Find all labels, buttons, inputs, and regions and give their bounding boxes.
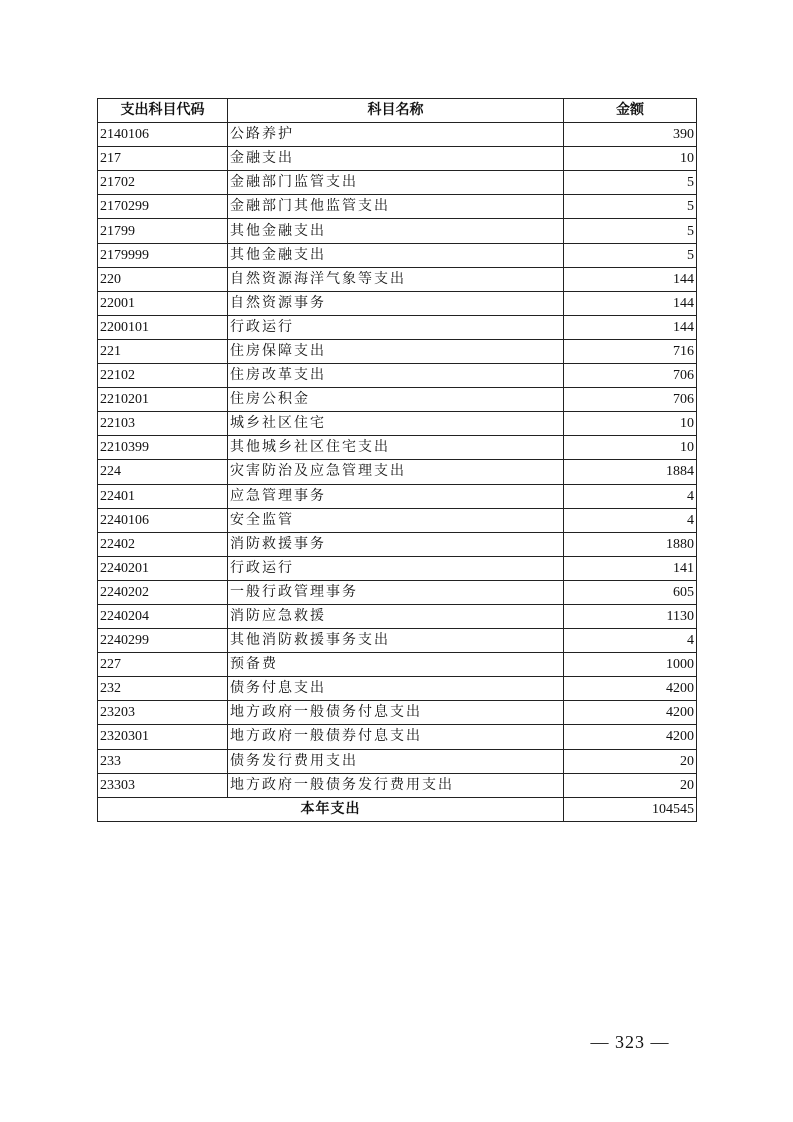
row-name: 灾害防治及应急管理支出	[228, 460, 564, 484]
row-name: 城乡社区住宅	[228, 412, 564, 436]
row-name: 金融部门其他监管支出	[228, 195, 564, 219]
expenditure-table	[97, 98, 697, 822]
table-row	[98, 580, 697, 604]
row-amount: 390	[564, 123, 697, 147]
row-code: 2210399	[98, 436, 228, 460]
table-row	[98, 773, 697, 797]
table-row	[98, 171, 697, 195]
row-name: 其他金融支出	[228, 243, 564, 267]
table-row	[98, 629, 697, 653]
row-amount: 4	[564, 484, 697, 508]
row-name: 住房改革支出	[228, 364, 564, 388]
row-amount: 5	[564, 243, 697, 267]
row-name: 自然资源事务	[228, 291, 564, 315]
table-row	[98, 532, 697, 556]
table-row	[98, 484, 697, 508]
table-row	[98, 219, 697, 243]
table-row	[98, 725, 697, 749]
row-amount: 605	[564, 580, 697, 604]
row-code: 220	[98, 267, 228, 291]
header-code: 支出科目代码	[98, 99, 228, 123]
row-name: 金融部门监管支出	[228, 171, 564, 195]
table-row	[98, 267, 697, 291]
row-amount: 144	[564, 315, 697, 339]
table-body	[98, 123, 697, 798]
row-code: 2200101	[98, 315, 228, 339]
row-amount: 20	[564, 749, 697, 773]
row-name: 其他城乡社区住宅支出	[228, 436, 564, 460]
row-amount: 4	[564, 508, 697, 532]
table-row	[98, 291, 697, 315]
table-row	[98, 243, 697, 267]
table-row	[98, 412, 697, 436]
row-code: 232	[98, 677, 228, 701]
row-amount: 144	[564, 267, 697, 291]
row-name: 债务付息支出	[228, 677, 564, 701]
total-label: 本年支出	[98, 797, 564, 821]
row-code: 2240201	[98, 556, 228, 580]
row-amount: 706	[564, 364, 697, 388]
row-amount: 1880	[564, 532, 697, 556]
table-row	[98, 123, 697, 147]
row-code: 22103	[98, 412, 228, 436]
table-row	[98, 460, 697, 484]
table-row	[98, 556, 697, 580]
page-number: — 323 —	[590, 1032, 670, 1052]
table-row	[98, 508, 697, 532]
row-code: 233	[98, 749, 228, 773]
row-name: 债务发行费用支出	[228, 749, 564, 773]
row-name: 消防应急救援	[228, 604, 564, 628]
row-name: 金融支出	[228, 147, 564, 171]
row-amount: 1000	[564, 653, 697, 677]
row-code: 23303	[98, 773, 228, 797]
table-row	[98, 195, 697, 219]
row-name: 其他消防救援事务支出	[228, 629, 564, 653]
row-code: 2170299	[98, 195, 228, 219]
row-name: 其他金融支出	[228, 219, 564, 243]
row-code: 2240106	[98, 508, 228, 532]
row-name: 住房保障支出	[228, 339, 564, 363]
header-amount: 金额	[564, 99, 697, 123]
table-row	[98, 749, 697, 773]
row-amount: 706	[564, 388, 697, 412]
row-code: 224	[98, 460, 228, 484]
row-code: 2240202	[98, 580, 228, 604]
row-name: 预备费	[228, 653, 564, 677]
row-code: 2179999	[98, 243, 228, 267]
table-row	[98, 677, 697, 701]
row-code: 22402	[98, 532, 228, 556]
row-code: 21799	[98, 219, 228, 243]
row-amount: 4200	[564, 725, 697, 749]
row-name: 一般行政管理事务	[228, 580, 564, 604]
header-name: 科目名称	[228, 99, 564, 123]
row-code: 2240299	[98, 629, 228, 653]
row-amount: 20	[564, 773, 697, 797]
row-code: 22102	[98, 364, 228, 388]
table-row	[98, 436, 697, 460]
row-code: 221	[98, 339, 228, 363]
table-row	[98, 604, 697, 628]
row-amount: 10	[564, 147, 697, 171]
row-amount: 10	[564, 436, 697, 460]
row-code: 23203	[98, 701, 228, 725]
table-row	[98, 147, 697, 171]
row-amount: 4	[564, 629, 697, 653]
row-amount: 141	[564, 556, 697, 580]
row-name: 地方政府一般债务发行费用支出	[228, 773, 564, 797]
row-code: 22401	[98, 484, 228, 508]
row-code: 2320301	[98, 725, 228, 749]
table-row	[98, 701, 697, 725]
row-name: 地方政府一般债务付息支出	[228, 701, 564, 725]
row-name: 行政运行	[228, 315, 564, 339]
row-amount: 4200	[564, 701, 697, 725]
row-name: 消防救援事务	[228, 532, 564, 556]
total-amount: 104545	[564, 797, 697, 821]
row-code: 2140106	[98, 123, 228, 147]
row-code: 2210201	[98, 388, 228, 412]
row-name: 地方政府一般债券付息支出	[228, 725, 564, 749]
table-row	[98, 315, 697, 339]
row-amount: 1130	[564, 604, 697, 628]
table-header-row	[98, 99, 697, 123]
table-row	[98, 653, 697, 677]
row-name: 住房公积金	[228, 388, 564, 412]
row-amount: 5	[564, 219, 697, 243]
table-row	[98, 339, 697, 363]
row-amount: 5	[564, 171, 697, 195]
row-amount: 10	[564, 412, 697, 436]
row-amount: 4200	[564, 677, 697, 701]
row-amount: 144	[564, 291, 697, 315]
row-amount: 1884	[564, 460, 697, 484]
total-row	[98, 797, 697, 821]
row-code: 227	[98, 653, 228, 677]
row-name: 自然资源海洋气象等支出	[228, 267, 564, 291]
row-name: 安全监管	[228, 508, 564, 532]
row-code: 22001	[98, 291, 228, 315]
table-row	[98, 388, 697, 412]
row-code: 217	[98, 147, 228, 171]
row-code: 2240204	[98, 604, 228, 628]
row-code: 21702	[98, 171, 228, 195]
row-amount: 716	[564, 339, 697, 363]
row-amount: 5	[564, 195, 697, 219]
row-name: 公路养护	[228, 123, 564, 147]
table-row	[98, 364, 697, 388]
row-name: 应急管理事务	[228, 484, 564, 508]
row-name: 行政运行	[228, 556, 564, 580]
